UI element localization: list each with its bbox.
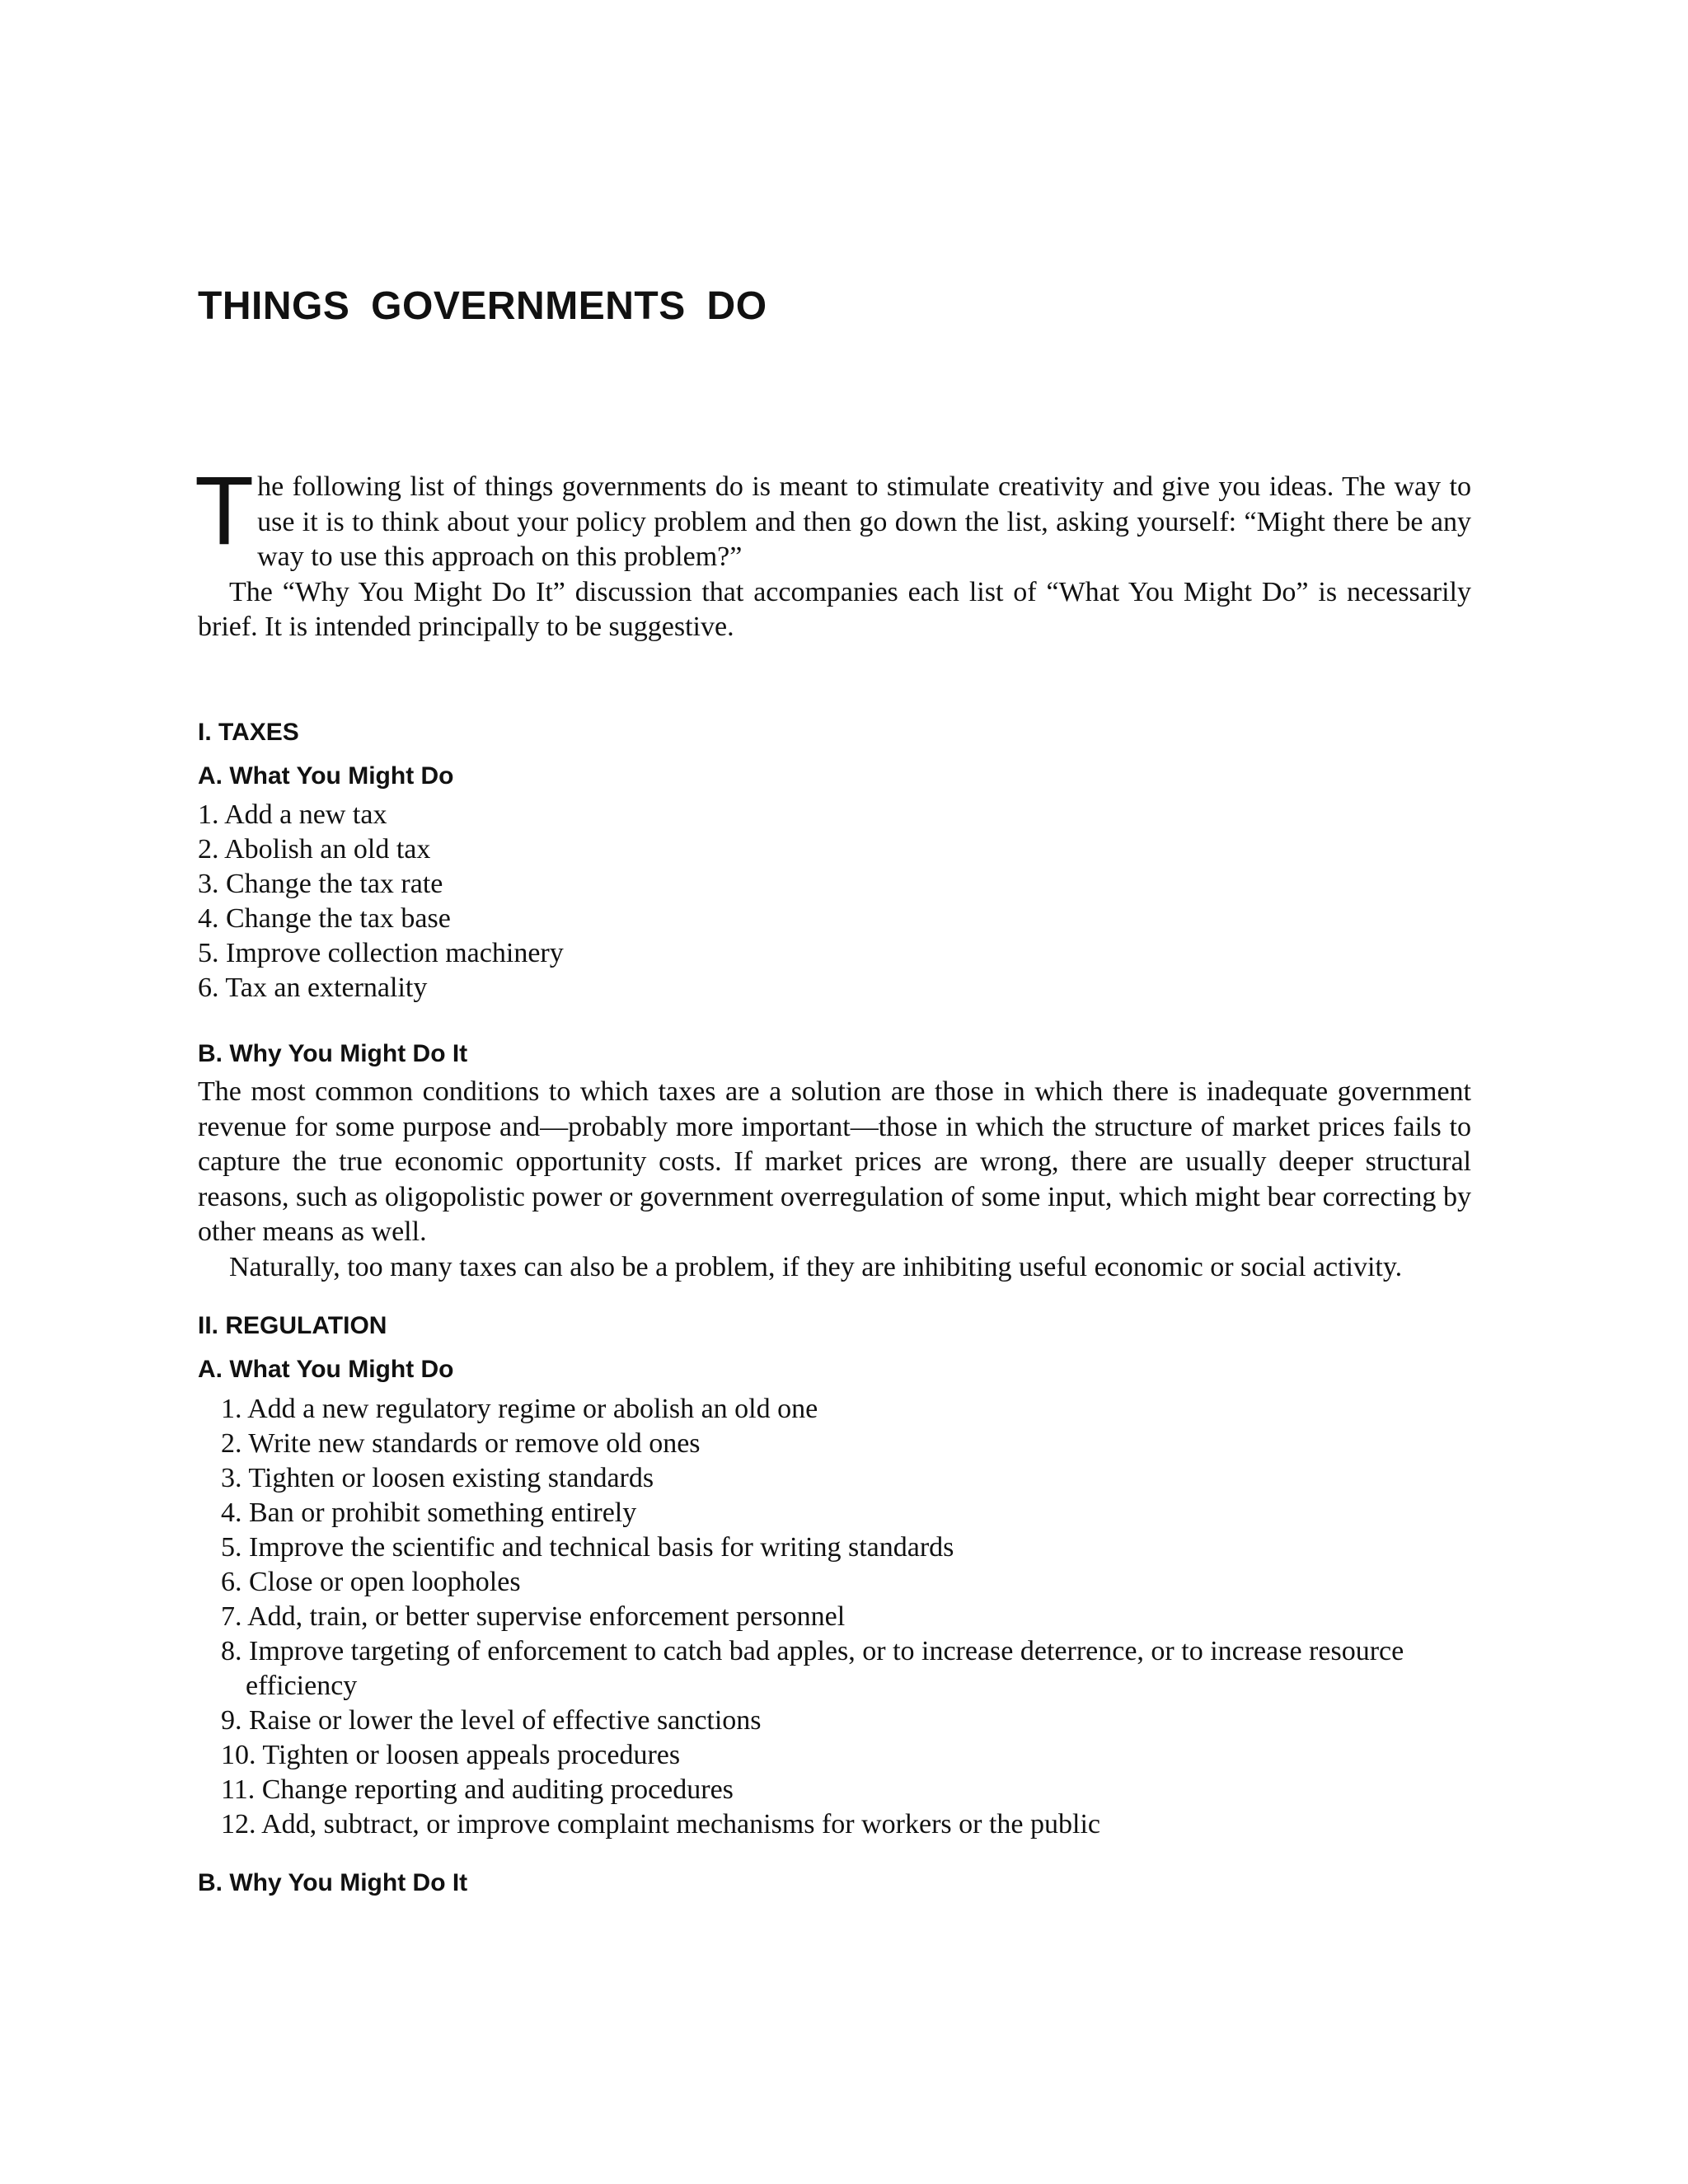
drop-cap: T [195, 457, 255, 565]
regulation-why-heading: B. Why You Might Do It [198, 1869, 468, 1896]
taxes-what-heading: A. What You Might Do [198, 762, 454, 790]
list-item: 6. Tax an externality [198, 972, 428, 1003]
page-title: THINGS GOVERNMENTS DO [198, 284, 767, 328]
list-item: 2. Write new standards or remove old ones [221, 1428, 701, 1459]
list-item: 7. Add, train, or better supervise enforcement personnel [221, 1601, 846, 1632]
list-item-line: 8. Improve targeting of enforcement to catch bad apples, or to increase deterrence, or to increase resource [221, 1636, 1404, 1666]
intro-section [195, 457, 1471, 645]
list-item: 9. Raise or lower the level of effective sanctions [221, 1705, 762, 1736]
regulation-what-list [221, 1392, 1471, 1842]
taxes-why-paragraph-1: The most common conditions to which taxes are a solution are those in which there is inadequate government revenue for some purpose and—probably more important—those in which the structure of market prices fails to capture the true economic opportunity costs. If market prices are wrong, there are usually deeper structural reasons, such as oligopolistic power or government overregulation of some input, which might bear correcting by other means as well. [198, 1076, 1471, 1247]
intro-paragraph-1-text: he following list of things governments do is meant to stimulate creativity and give you ideas. The way to use it is to think about your policy problem and then go down the list, asking yourself: “Might there be any way to use this approach on this problem?” [257, 471, 1471, 572]
list-item: 5. Improve collection machinery [198, 938, 564, 968]
intro-paragraph-1 [195, 457, 1471, 575]
list-item: 5. Improve the scientific and technical basis for writing standards [221, 1532, 954, 1563]
list-item: 3. Tighten or loosen existing standards [221, 1463, 654, 1493]
list-item: 1. Add a new regulatory regime or abolish an old one [221, 1394, 818, 1424]
section-heading-regulation: II. REGULATION [198, 1312, 387, 1339]
list-item: 11. Change reporting and auditing procedures [221, 1774, 734, 1805]
list-item [221, 1634, 1471, 1704]
regulation-what-heading: A. What You Might Do [198, 1356, 454, 1383]
taxes-what-list [198, 798, 564, 1005]
list-item: 6. Close or open loopholes [221, 1567, 521, 1597]
list-item: 1. Add a new tax [198, 799, 387, 830]
list-item-continuation: efficiency [246, 1671, 358, 1701]
taxes-why-heading: B. Why You Might Do It [198, 1040, 468, 1067]
list-item: 2. Abolish an old tax [198, 834, 431, 865]
taxes-why-section [198, 1075, 1471, 1285]
list-item: 4. Ban or prohibit something entirely [221, 1497, 637, 1528]
list-item: 12. Add, subtract, or improve complaint mechanisms for workers or the public [221, 1809, 1100, 1840]
section-heading-taxes: I. TAXES [198, 719, 299, 746]
list-item: 4. Change the tax base [198, 903, 451, 934]
list-item: 10. Tighten or loosen appeals procedures [221, 1740, 681, 1770]
intro-paragraph-2: The “Why You Might Do It” discussion that accompanies each list of “What You Might Do” is necessarily brief. It is intended principally to be suggestive. [198, 576, 1471, 642]
taxes-why-paragraph-2: Naturally, too many taxes can also be a problem, if they are inhibiting useful economic or social activity. [229, 1251, 1403, 1282]
list-item: 3. Change the tax rate [198, 869, 443, 899]
